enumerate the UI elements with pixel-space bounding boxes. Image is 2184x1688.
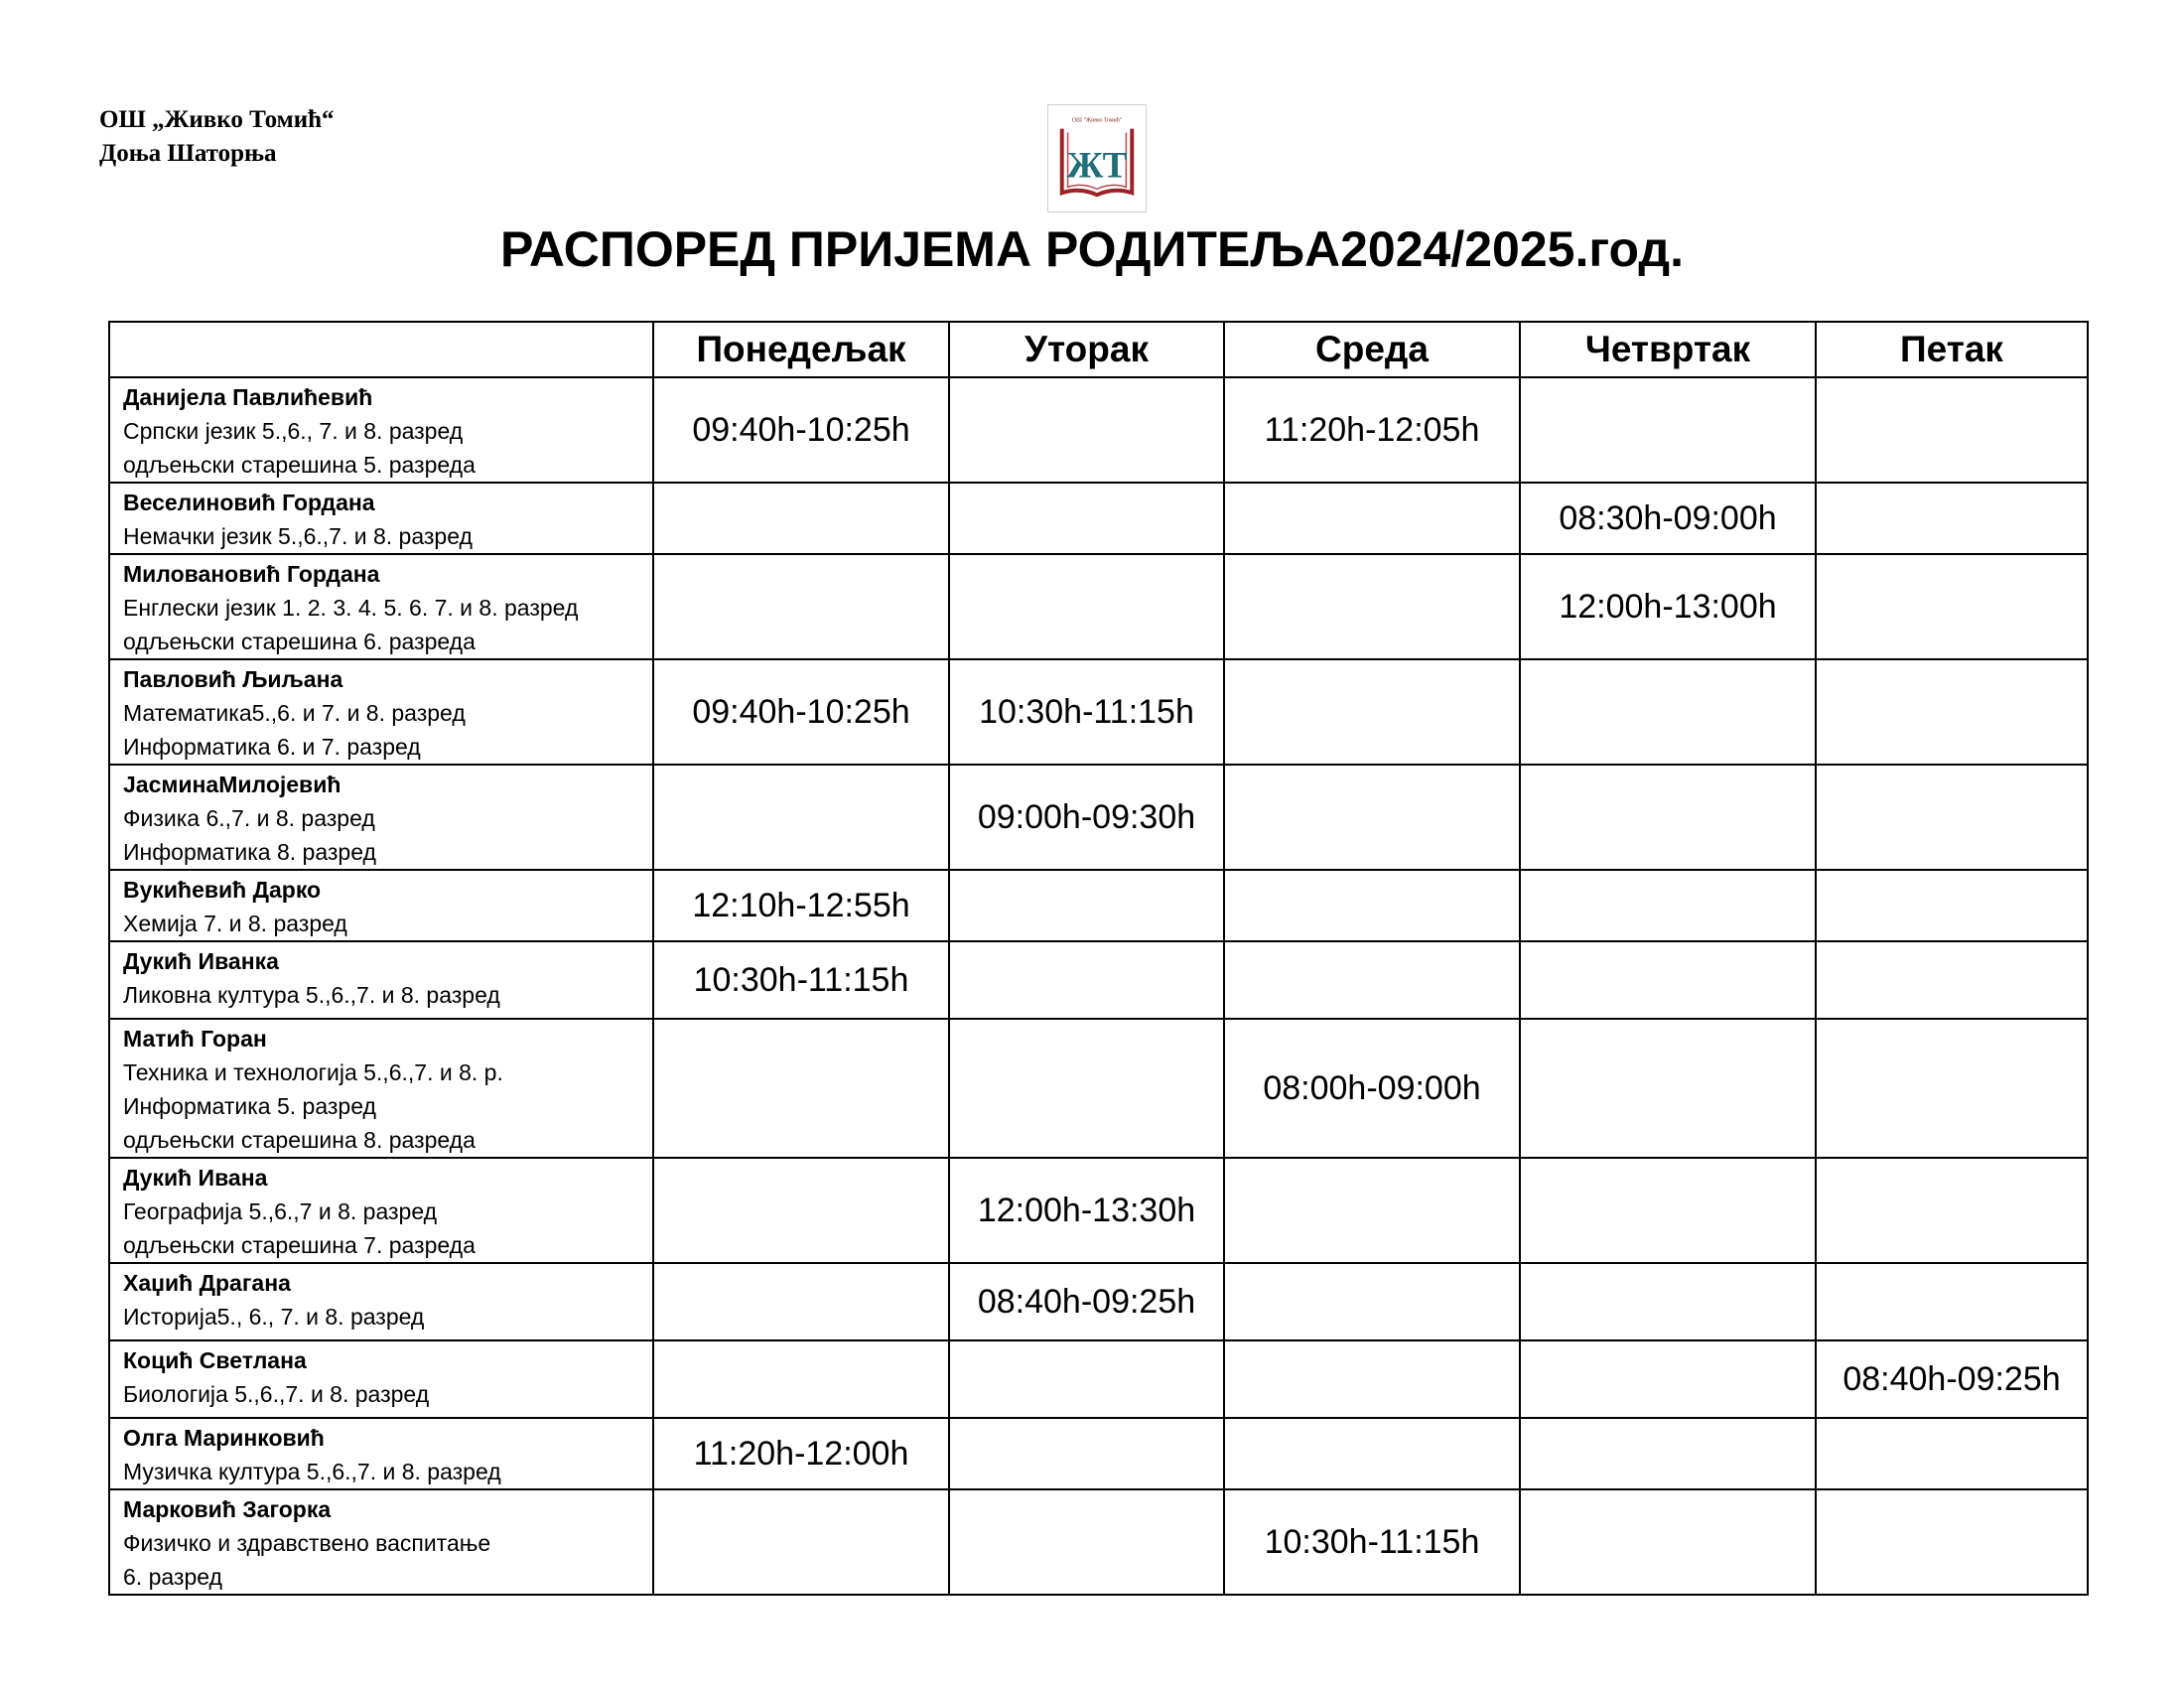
teacher-detail: одљењски старешина 6. разреда	[123, 629, 476, 654]
time-slot-3	[1224, 765, 1520, 870]
table-row	[109, 1263, 2088, 1340]
teacher-detail: Математика5.,6. и 7. и 8. разред	[123, 700, 466, 726]
teacher-detail: одљењски старешина 5. разреда	[123, 452, 476, 478]
teacher-cell	[109, 1418, 653, 1489]
time-slot-5	[1816, 659, 2088, 765]
time-slot-3	[1224, 483, 1520, 554]
time-slot-2	[949, 1489, 1224, 1595]
time-slot-3: 08:00h-09:00h	[1224, 1019, 1520, 1158]
teacher-name: Олга Маринковић	[123, 1425, 325, 1451]
header-day: Четвртак	[1520, 322, 1816, 377]
school-name: ОШ „Живко Томић“	[99, 106, 335, 133]
time-slot-4	[1520, 1263, 1816, 1340]
teacher-name: Коцић Светлана	[123, 1347, 307, 1373]
time-slot-1	[653, 1340, 949, 1418]
header-day: Понедељак	[653, 322, 949, 377]
time-slot-3	[1224, 870, 1520, 941]
header-row	[109, 322, 2088, 377]
table-row	[109, 1489, 2088, 1595]
teacher-name: Матић Горан	[123, 1026, 267, 1052]
table-row	[109, 1418, 2088, 1489]
time-slot-5	[1816, 554, 2088, 659]
teacher-detail: Енглески језик 1. 2. 3. 4. 5. 6. 7. и 8. разред	[123, 595, 579, 621]
teacher-cell	[109, 870, 653, 941]
teacher-detail: одљењски старешина 7. разреда	[123, 1232, 476, 1258]
page-title: РАСПОРЕД ПРИЈЕМА РОДИТЕЉА2024/2025.год.	[499, 221, 1685, 277]
time-slot-5	[1816, 1489, 2088, 1595]
time-slot-5	[1816, 1263, 2088, 1340]
time-slot-3	[1224, 659, 1520, 765]
teacher-detail: Информатика 6. и 7. разред	[123, 734, 421, 760]
time-slot-4	[1520, 765, 1816, 870]
teacher-detail: Српски језик 5.,6., 7. и 8. разред	[123, 418, 464, 444]
table-row	[109, 1019, 2088, 1158]
time-slot-5	[1816, 377, 2088, 483]
time-slot-4	[1520, 1019, 1816, 1158]
time-slot-3	[1224, 1263, 1520, 1340]
time-slot-3	[1224, 554, 1520, 659]
header-day: Среда	[1224, 322, 1520, 377]
logo-caption: ОШ "Живко Томић"	[1071, 117, 1123, 124]
time-slot-4	[1520, 1489, 1816, 1595]
time-slot-2	[949, 941, 1224, 1019]
time-slot-3	[1224, 1158, 1520, 1263]
teacher-name: Марковић Загорка	[123, 1496, 332, 1522]
time-slot-2: 09:00h-09:30h	[949, 765, 1224, 870]
time-slot-2: 08:40h-09:25h	[949, 1263, 1224, 1340]
time-slot-1	[653, 554, 949, 659]
teacher-detail: Музичка култура 5.,6.,7. и 8. разред	[123, 1459, 501, 1484]
table-row	[109, 1158, 2088, 1263]
time-slot-1: 09:40h-10:25h	[653, 659, 949, 765]
teacher-cell	[109, 1263, 653, 1340]
school-place: Доња Шаторња	[99, 140, 277, 167]
teacher-name: Данијела Павлићевић	[123, 384, 373, 410]
header-day: Уторак	[949, 322, 1224, 377]
teacher-name: Павловић Љиљана	[123, 666, 343, 692]
time-slot-3	[1224, 1340, 1520, 1418]
teacher-cell	[109, 659, 653, 765]
time-slot-1: 11:20h-12:00h	[653, 1418, 949, 1489]
teacher-cell	[109, 1489, 653, 1595]
time-slot-4	[1520, 1418, 1816, 1489]
header-day: Петак	[1816, 322, 2088, 377]
table-row	[109, 1340, 2088, 1418]
time-slot-5	[1816, 1418, 2088, 1489]
school-logo	[1047, 104, 1147, 212]
time-slot-3: 10:30h-11:15h	[1224, 1489, 1520, 1595]
time-slot-1	[653, 1019, 949, 1158]
teacher-cell	[109, 1158, 653, 1263]
time-slot-2	[949, 1019, 1224, 1158]
logo-initials: ЖТ	[1066, 145, 1128, 187]
teacher-name: Хаџић Драгана	[123, 1270, 291, 1296]
time-slot-4	[1520, 941, 1816, 1019]
teacher-name: Дукић Иванка	[123, 948, 279, 974]
time-slot-4	[1520, 659, 1816, 765]
teacher-detail: Информатика 5. разред	[123, 1093, 376, 1119]
schedule-table	[108, 321, 2089, 1596]
teacher-detail: Биологија 5.,6.,7. и 8. разред	[123, 1381, 430, 1407]
teacher-name: Дукић Ивана	[123, 1165, 268, 1191]
time-slot-2: 12:00h-13:30h	[949, 1158, 1224, 1263]
teacher-cell	[109, 554, 653, 659]
teacher-detail: Географија 5.,6.,7 и 8. разред	[123, 1198, 438, 1224]
time-slot-5	[1816, 483, 2088, 554]
time-slot-1	[653, 1158, 949, 1263]
time-slot-3	[1224, 1418, 1520, 1489]
teacher-name: ЈасминаМилојевић	[123, 772, 341, 797]
teacher-cell	[109, 1340, 653, 1418]
school-header	[99, 103, 335, 171]
teacher-name: Миловановић Гордана	[123, 561, 380, 587]
time-slot-4	[1520, 1158, 1816, 1263]
teacher-detail: Историја5., 6., 7. и 8. разред	[123, 1304, 425, 1330]
table-row	[109, 870, 2088, 941]
time-slot-1: 09:40h-10:25h	[653, 377, 949, 483]
time-slot-5	[1816, 870, 2088, 941]
time-slot-1	[653, 483, 949, 554]
header-empty	[109, 322, 653, 377]
table-row	[109, 377, 2088, 483]
table-row	[109, 765, 2088, 870]
time-slot-2	[949, 554, 1224, 659]
table-row	[109, 483, 2088, 554]
time-slot-4	[1520, 870, 1816, 941]
teacher-cell	[109, 941, 653, 1019]
teacher-detail: Техника и технологија 5.,6.,7. и 8. р.	[123, 1059, 503, 1085]
time-slot-2	[949, 1418, 1224, 1489]
table-row	[109, 659, 2088, 765]
time-slot-4: 12:00h-13:00h	[1520, 554, 1816, 659]
time-slot-3: 11:20h-12:05h	[1224, 377, 1520, 483]
time-slot-5	[1816, 1019, 2088, 1158]
teacher-detail: одљењски старешина 8. разреда	[123, 1127, 476, 1153]
time-slot-1	[653, 765, 949, 870]
time-slot-2: 10:30h-11:15h	[949, 659, 1224, 765]
time-slot-5: 08:40h-09:25h	[1816, 1340, 2088, 1418]
time-slot-2	[949, 377, 1224, 483]
time-slot-5	[1816, 765, 2088, 870]
teacher-detail: Хемија 7. и 8. разред	[123, 911, 347, 936]
teacher-cell	[109, 765, 653, 870]
teacher-detail: Информатика 8. разред	[123, 839, 376, 865]
time-slot-2	[949, 870, 1224, 941]
teacher-cell	[109, 1019, 653, 1158]
time-slot-5	[1816, 1158, 2088, 1263]
teacher-cell	[109, 377, 653, 483]
teacher-detail: Ликовна култура 5.,6.,7. и 8. разред	[123, 982, 500, 1008]
time-slot-1	[653, 1263, 949, 1340]
teacher-detail: 6. разред	[123, 1564, 222, 1590]
time-slot-4	[1520, 377, 1816, 483]
time-slot-1: 12:10h-12:55h	[653, 870, 949, 941]
time-slot-4	[1520, 1340, 1816, 1418]
teacher-cell	[109, 483, 653, 554]
teacher-name: Вукићевић Дарко	[123, 877, 322, 903]
teacher-detail: Физичко и здравствено васпитање	[123, 1530, 491, 1556]
time-slot-5	[1816, 941, 2088, 1019]
teacher-detail: Немачки језик 5.,6.,7. и 8. разред	[123, 523, 473, 549]
table-row	[109, 554, 2088, 659]
time-slot-3	[1224, 941, 1520, 1019]
teacher-detail: Физика 6.,7. и 8. разред	[123, 805, 375, 831]
time-slot-1	[653, 1489, 949, 1595]
time-slot-2	[949, 1340, 1224, 1418]
time-slot-1: 10:30h-11:15h	[653, 941, 949, 1019]
time-slot-4: 08:30h-09:00h	[1520, 483, 1816, 554]
teacher-name: Веселиновић Гордана	[123, 490, 375, 515]
time-slot-2	[949, 483, 1224, 554]
table-row	[109, 941, 2088, 1019]
